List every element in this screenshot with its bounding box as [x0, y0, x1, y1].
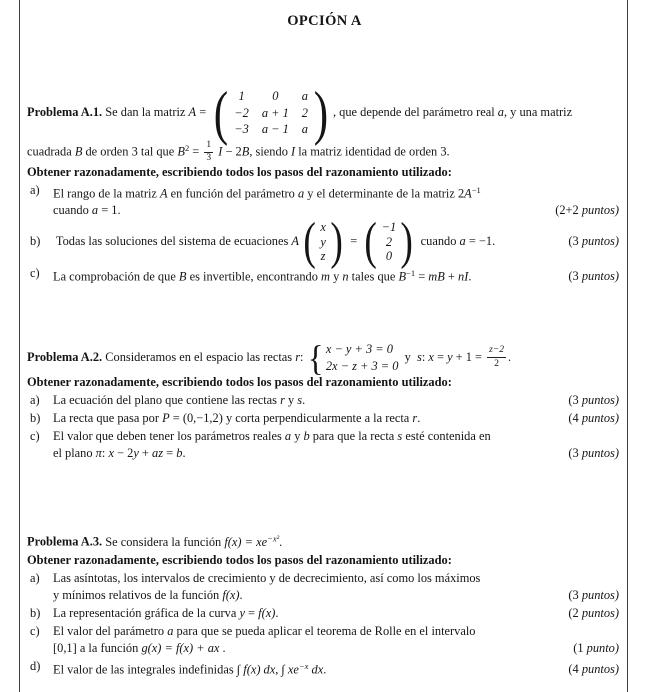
item-line	[53, 623, 565, 640]
points-unit: puntos)	[581, 203, 619, 218]
text-run: y el determinante de la matriz 2	[304, 186, 465, 201]
points-value: (3	[568, 393, 582, 407]
problem-3-item-d	[27, 658, 619, 679]
item-marker: c)	[30, 623, 40, 638]
text-run: para que la recta	[309, 429, 398, 443]
text-run: .	[302, 393, 306, 407]
text-run: Consideramos en el espacio las rectas	[102, 350, 296, 364]
item-marker: a)	[30, 570, 40, 585]
text-run: f	[243, 662, 247, 676]
problem-1-item-a	[27, 182, 619, 220]
matrix-cell: a	[301, 89, 308, 103]
text-run: =	[196, 105, 210, 120]
text-run: a	[497, 105, 504, 120]
text-run: A	[160, 186, 168, 201]
text-run: +	[444, 269, 458, 284]
vector-cell: y	[320, 234, 326, 249]
matrix-cell: 1	[238, 89, 245, 103]
text-run: A	[188, 105, 197, 120]
item-line	[53, 605, 560, 622]
text-run: :	[300, 350, 307, 364]
item-line	[53, 445, 560, 462]
text-run: y mínimos relativos de la función	[53, 587, 223, 602]
matrix-cell: a + 1	[261, 105, 289, 120]
text-run: .	[417, 411, 421, 425]
points-unit: puntos)	[581, 662, 619, 676]
text-run: dx	[308, 662, 324, 676]
page-left-border	[19, 0, 20, 692]
text-run: .	[239, 587, 243, 602]
problem-1-heading: Problema A.1.	[27, 105, 103, 120]
text-run: B	[178, 269, 187, 284]
item-text	[53, 605, 560, 622]
vector-cell: −1	[381, 220, 397, 235]
text-run: cuando	[417, 234, 460, 249]
matrix-A-grid	[231, 88, 311, 138]
text-run: , y una matriz	[503, 105, 573, 120]
text-run: nI	[458, 269, 469, 284]
text-run: s	[417, 350, 422, 364]
item-line	[418, 233, 496, 250]
text-run: para que se pueda aplicar el teorema de Rolle en el intervalo	[173, 623, 476, 638]
points-unit: puntos)	[581, 234, 619, 249]
text-run: y	[447, 350, 453, 364]
text-run: a	[297, 186, 305, 201]
text-run: El rango de la matriz	[53, 186, 160, 201]
text-run: s	[397, 429, 403, 443]
text-run: (x) dx	[246, 662, 276, 676]
text-run: , ∫	[275, 662, 288, 676]
text-run: La representación gráfica de la curva	[53, 605, 240, 620]
text-run: tales que	[348, 269, 399, 284]
text-run: 2	[184, 142, 190, 153]
points-value: (2+2	[555, 203, 582, 218]
problem-1-intro-post	[333, 105, 572, 120]
fraction-numerator: 1	[204, 141, 213, 153]
points-value: (1	[573, 640, 587, 655]
item-line	[53, 410, 560, 427]
text-run: La comprobación de que	[53, 269, 179, 284]
text-run: r	[295, 350, 301, 364]
item-text	[53, 428, 560, 462]
instruction-line: Obtener razonadamente, escribiendo todos los pasos del razonamiento utilizado:	[27, 375, 452, 389]
text-run: mB	[428, 269, 445, 284]
text-run: (x)	[225, 587, 240, 602]
text-run: −x	[298, 660, 309, 671]
text-run: .	[468, 269, 472, 284]
item-text	[53, 182, 547, 220]
text-run: a	[167, 623, 174, 638]
problem-3-intro-row	[27, 529, 619, 552]
matrix-cell: −3	[234, 122, 249, 136]
text-run: cuando	[53, 203, 92, 218]
points-unit: puntos)	[581, 411, 619, 425]
text-run: y	[329, 269, 343, 284]
matrix-A: ( 1 0 a −2 a + 1 2 −3 a − 1 a )	[214, 79, 329, 146]
fraction-numerator: z−2	[487, 346, 506, 358]
vector-cell: x	[320, 220, 326, 235]
text-run: +	[138, 446, 153, 460]
text-run: −x²	[267, 533, 280, 543]
text-run: − 2	[113, 446, 134, 460]
points-label	[568, 410, 619, 427]
problem-1-item-c	[27, 265, 619, 286]
text-run: =	[189, 144, 203, 158]
points-label	[555, 202, 619, 219]
text-run: .	[182, 446, 186, 460]
problem-2-item-c	[27, 428, 619, 462]
problem-3-item-a	[27, 570, 619, 604]
item-marker: a)	[30, 182, 40, 197]
matrix-cell: a − 1	[261, 122, 289, 136]
points-value: (3	[568, 587, 582, 602]
instruction-line: Obtener razonadamente, escribiendo todos los pasos del razonamiento utilizado:	[27, 164, 452, 179]
problem-2-intro-row	[27, 337, 619, 378]
vector-cell: 0	[385, 249, 393, 264]
vector-rhs-grid	[380, 220, 399, 264]
matrix-cell: 2	[301, 105, 308, 120]
page-title: OPCIÓN A	[287, 13, 362, 29]
item-line	[53, 392, 560, 409]
text-run: El valor del parámetro	[53, 623, 168, 638]
item-line	[53, 587, 560, 604]
text-run: a	[284, 429, 292, 443]
item-marker: c)	[30, 429, 40, 443]
text-run: (x) + ax	[179, 640, 220, 655]
points-value: (4	[568, 411, 582, 425]
vector-cell: z	[320, 249, 326, 264]
text-run: y	[133, 446, 139, 460]
points-value: (3	[568, 446, 582, 460]
sentence-period: .	[508, 350, 512, 364]
problem-2-intro-pre	[102, 350, 306, 365]
text-run: f	[175, 640, 180, 655]
text-run: [0,1] a la función	[53, 640, 142, 655]
points-unit: puntos)	[581, 269, 619, 284]
system-rows	[326, 341, 399, 374]
item-line	[53, 640, 565, 657]
text-run: A	[464, 186, 472, 201]
text-run: xe	[287, 662, 299, 676]
text-run: La recta que pasa por	[53, 411, 163, 425]
points-value: (3	[568, 269, 582, 284]
item-text	[53, 392, 560, 409]
points-label	[568, 605, 619, 622]
text-run: :	[101, 446, 109, 460]
points-label	[568, 233, 619, 250]
text-run: a	[459, 234, 466, 249]
points-unit: puntos)	[581, 446, 619, 460]
text-run: :	[421, 350, 429, 364]
vector-xyz-grid	[318, 220, 328, 264]
fraction-denominator: 3	[206, 153, 212, 164]
text-run: s	[297, 393, 303, 407]
text-run: , siendo	[249, 144, 291, 158]
text-run: , que depende del parámetro real	[332, 105, 498, 120]
item-marker: b)	[30, 605, 41, 620]
item-text	[53, 658, 560, 679]
item-text	[53, 570, 560, 604]
text-run: =	[244, 605, 259, 620]
matrix-cell: a	[301, 122, 308, 136]
problem-1	[27, 79, 619, 285]
text-run: B	[241, 144, 250, 158]
system-equation: 2x − z + 3 = 0	[325, 358, 399, 373]
text-run: B	[74, 144, 83, 158]
item-line	[53, 233, 299, 250]
problem-2	[27, 337, 619, 462]
item-marker: b)	[30, 411, 41, 425]
text-run: .	[323, 662, 327, 676]
problem-1-item-b	[27, 212, 619, 270]
item-text	[53, 623, 565, 657]
text-run: y	[291, 429, 304, 443]
text-run: (x) = xe	[227, 534, 268, 549]
equals-sign: =	[347, 234, 361, 249]
problem-1-intro-row	[27, 79, 619, 146]
problem-2-heading: Problema A.2.	[27, 350, 103, 364]
text-run: az	[152, 446, 164, 460]
text-run: P	[162, 411, 170, 425]
problem-3-intro	[102, 535, 282, 549]
item-marker: a)	[30, 393, 40, 407]
text-run: y	[284, 393, 298, 407]
text-run: Se dan la matriz	[102, 105, 189, 120]
points-label	[568, 587, 619, 604]
item-text	[53, 410, 560, 427]
item-marker: c)	[30, 265, 40, 280]
text-run: .	[275, 605, 279, 620]
text-run: El valor de las integrales indefinidas ∫	[53, 662, 244, 676]
item-line	[53, 570, 560, 587]
text-run: f	[222, 587, 226, 602]
text-run: .	[279, 534, 283, 549]
text-run: Todas las soluciones del sistema de ecuaciones	[53, 234, 292, 249]
text-run: El valor que deben tener los parámetros reales	[53, 429, 285, 443]
problem-3-heading: Problema A.3.	[27, 534, 103, 549]
points-unit: punto)	[586, 640, 619, 655]
points-label	[573, 640, 619, 657]
text-run: = (0,−1,2) y corta perpendicularmente a la recta	[169, 411, 413, 425]
text-run: cuadrada	[27, 144, 75, 158]
text-run: π	[95, 446, 102, 460]
text-run: B	[398, 269, 407, 284]
text-run: =	[415, 269, 429, 284]
problem-1-intro-pre	[102, 105, 209, 120]
points-value: (4	[568, 662, 582, 676]
item-line	[53, 428, 560, 445]
item-marker: d)	[30, 658, 41, 673]
problem-3	[27, 529, 619, 678]
points-label	[568, 661, 619, 678]
text-run: .	[219, 640, 226, 655]
points-value: (3	[568, 234, 582, 249]
text-run: b	[176, 446, 183, 460]
problem-3-item-c	[27, 623, 619, 657]
vector-cell: 2	[385, 234, 393, 249]
problem-3-item-b	[27, 605, 619, 622]
text-run: La ecuación del plano que contiene las rectas	[53, 393, 281, 407]
text-run: Se considera la función	[102, 534, 225, 549]
text-run: − 2	[222, 144, 242, 158]
text-run: el plano	[53, 446, 96, 460]
text-run: r	[412, 411, 418, 425]
problem-2-item-b	[27, 410, 619, 427]
text-run: r	[280, 393, 285, 407]
text-run: I	[291, 144, 296, 158]
text-run: f	[258, 605, 262, 620]
item-line	[53, 658, 560, 679]
item-line	[53, 182, 547, 203]
text-run: g	[141, 640, 148, 655]
points-label	[568, 392, 619, 409]
equation-row	[53, 212, 560, 270]
text-run: x	[108, 446, 114, 460]
points-unit: puntos)	[581, 393, 619, 407]
item-marker: b)	[30, 234, 41, 249]
points-label	[568, 445, 619, 462]
item-text	[53, 212, 560, 270]
inline-fraction	[204, 141, 213, 164]
system-equation: x − y + 3 = 0	[325, 342, 393, 356]
text-run: la matriz identidad de orden 3.	[295, 144, 450, 158]
text-run: es invertible, encontrando	[186, 269, 322, 284]
text-run: y	[239, 605, 245, 620]
inline-fraction	[487, 346, 506, 369]
points-value: (2	[568, 605, 582, 620]
text-run: b	[303, 429, 310, 443]
text-run: = 1.	[98, 203, 121, 218]
text-run: + 1 =	[452, 350, 486, 364]
text-run: −1	[471, 184, 481, 195]
text-run: (x)	[261, 605, 276, 620]
text-run: =	[433, 350, 448, 364]
text-run: de orden 3 tal que	[82, 144, 178, 158]
text-run: a	[91, 203, 99, 218]
text-run: x	[428, 350, 434, 364]
text-run: B	[177, 144, 185, 158]
points-unit: puntos)	[581, 587, 619, 602]
problem-2-intro-mid	[398, 350, 485, 365]
text-run: A	[291, 234, 299, 249]
text-run: (x) =	[147, 640, 176, 655]
text-run: Las asíntotas, los intervalos de crecimiento y de decrecimiento, así como los máximos	[53, 570, 481, 585]
equation-system: { x − y + 3 = 0 2x − z + 3 = 0	[307, 337, 399, 378]
vector-rhs: ( −1 2 0 )	[364, 212, 414, 270]
text-run: f	[224, 534, 228, 549]
problem-2-item-a	[27, 392, 619, 409]
item-line	[53, 202, 547, 219]
text-run: −1	[406, 267, 416, 278]
page-right-border	[627, 0, 628, 692]
text-run: n	[342, 269, 349, 284]
text-run: =	[163, 446, 177, 460]
matrix-cell: 0	[272, 89, 279, 103]
text-run: en función del parámetro	[167, 186, 298, 201]
matrix-cell: −2	[234, 105, 249, 120]
text-run: esté contenida en	[402, 429, 491, 443]
instruction-line: Obtener razonadamente, escribiendo todos los pasos del razonamiento utilizado:	[27, 552, 452, 567]
text-run: I	[218, 144, 223, 158]
fraction-denominator: 2	[494, 358, 499, 369]
points-label	[568, 268, 619, 285]
points-unit: puntos)	[581, 605, 619, 620]
text-run: = −1.	[465, 234, 496, 249]
vector-xyz: ( x y z )	[303, 212, 343, 270]
text-run: m	[321, 269, 330, 284]
text-run: y	[398, 350, 418, 364]
